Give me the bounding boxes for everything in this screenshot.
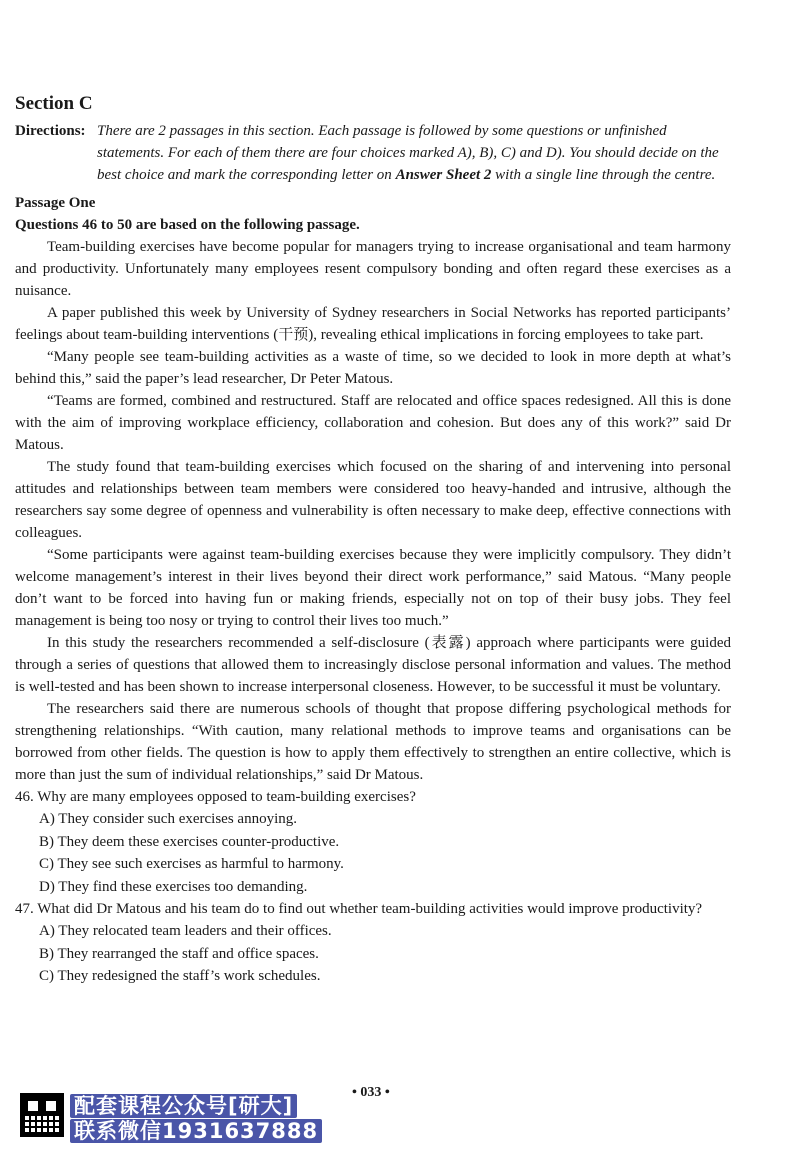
promo-banner-contact: 联系微信1931637888 xyxy=(70,1119,322,1143)
directions-text-a: There are 2 passages in this section. Each passage is followed by some questions or unfinished statements. For each of them there are four choices marked A), B), C) and D). You should decide on the best choice and mark the corresponding letter on xyxy=(97,123,719,183)
paragraph: The study found that team-building exercises which focused on the sharing of and intervening into personal attitudes and relationships between team members were considered too heavy-handed and intrusive, although the researchers say some degree of openness and vulnerability is often necessary to make deep, effective connections with colleagues. xyxy=(15,459,731,541)
directions-text-c: with a single line through the centre. xyxy=(491,167,716,183)
question-text: 46. Why are many employees opposed to team-building exercises? xyxy=(15,789,416,805)
promo-banner-course: 配套课程公众号[研大] xyxy=(70,1094,297,1118)
paragraph: “Teams are formed, combined and restructured. Staff are relocated and office spaces redesigned. All this is done with the aim of improving workplace efficiency, collaboration and cohesion. But does any of this work?” said Dr Matous. xyxy=(15,393,731,453)
answer-option[interactable]: B) They rearranged the staff and office spaces. xyxy=(39,945,319,962)
paragraph: “Many people see team-building activities as a waste of time, so we decided to look in more depth at what’s behind this,” said the paper’s lead researcher, Dr Peter Matous. xyxy=(15,349,731,387)
answer-option[interactable]: D) They find these exercises too demanding. xyxy=(39,878,308,895)
question-text: 47. What did Dr Matous and his team do to find out whether team-building activities would improve productivity? xyxy=(15,901,703,917)
directions-answer-sheet: Answer Sheet 2 xyxy=(395,167,492,183)
directions xyxy=(15,120,731,186)
paragraph: The researchers said there are numerous schools of thought that propose differing psychological methods for strengthening relationships. “With caution, many relational methods to improve teams and organisations can be borrowed from other fields. The question is how to apply them effectively to strengthen an entire collective, which is more than just the sum of individual relationships,” said Dr Matous. xyxy=(15,701,731,783)
page-number: • 033 • xyxy=(352,1085,390,1100)
answer-option[interactable]: A) They consider such exercises annoying. xyxy=(39,811,297,827)
answer-option[interactable]: B) They deem these exercises counter-productive. xyxy=(39,833,340,850)
paragraph: In this study the researchers recommended a self-disclosure (表露) approach where participants were guided through a series of questions that allowed them to increasingly disclose personal information and values. The method is well-tested and has been shown to increase interpersonal closeness. However, to be successful it must be voluntary. xyxy=(15,635,731,695)
directions-label: Directions: xyxy=(15,123,86,139)
section-title: Section C xyxy=(15,93,93,114)
qr-code-icon xyxy=(20,1093,64,1137)
passage-title: Passage One xyxy=(15,195,96,211)
directions-text xyxy=(97,120,731,186)
question-46 xyxy=(15,786,731,898)
answer-option[interactable]: A) They relocated team leaders and their offices. xyxy=(39,923,332,939)
answer-option[interactable]: C) They redesigned the staff’s work schedules. xyxy=(39,968,321,984)
questions-intro: Questions 46 to 50 are based on the following passage. xyxy=(15,217,360,233)
question-47 xyxy=(15,898,731,988)
page-content xyxy=(15,92,731,988)
paragraph: “Some participants were against team-building exercises because they were implicitly compulsory. They didn’t welcome management’s interest in their lives beyond their direct work performance,” said Matous. “Many people don’t want to be forced into having fun or making friends, especially not on top of their busy jobs. They feel management is being too nosy or trying to control their lives too much.” xyxy=(15,547,731,629)
answer-option[interactable]: C) They see such exercises as harmful to harmony. xyxy=(39,856,344,872)
paragraph: A paper published this week by University of Sydney researchers in Social Networks has reported participants’ feelings about team-building interventions (干预), revealing ethical implications in forcing employees to take part. xyxy=(15,305,731,343)
paragraph: Team-building exercises have become popular for managers trying to increase organisational and team harmony and productivity. Unfortunately many employees resent compulsory bonding and often regard these exercises as a nuisance. xyxy=(15,239,731,299)
